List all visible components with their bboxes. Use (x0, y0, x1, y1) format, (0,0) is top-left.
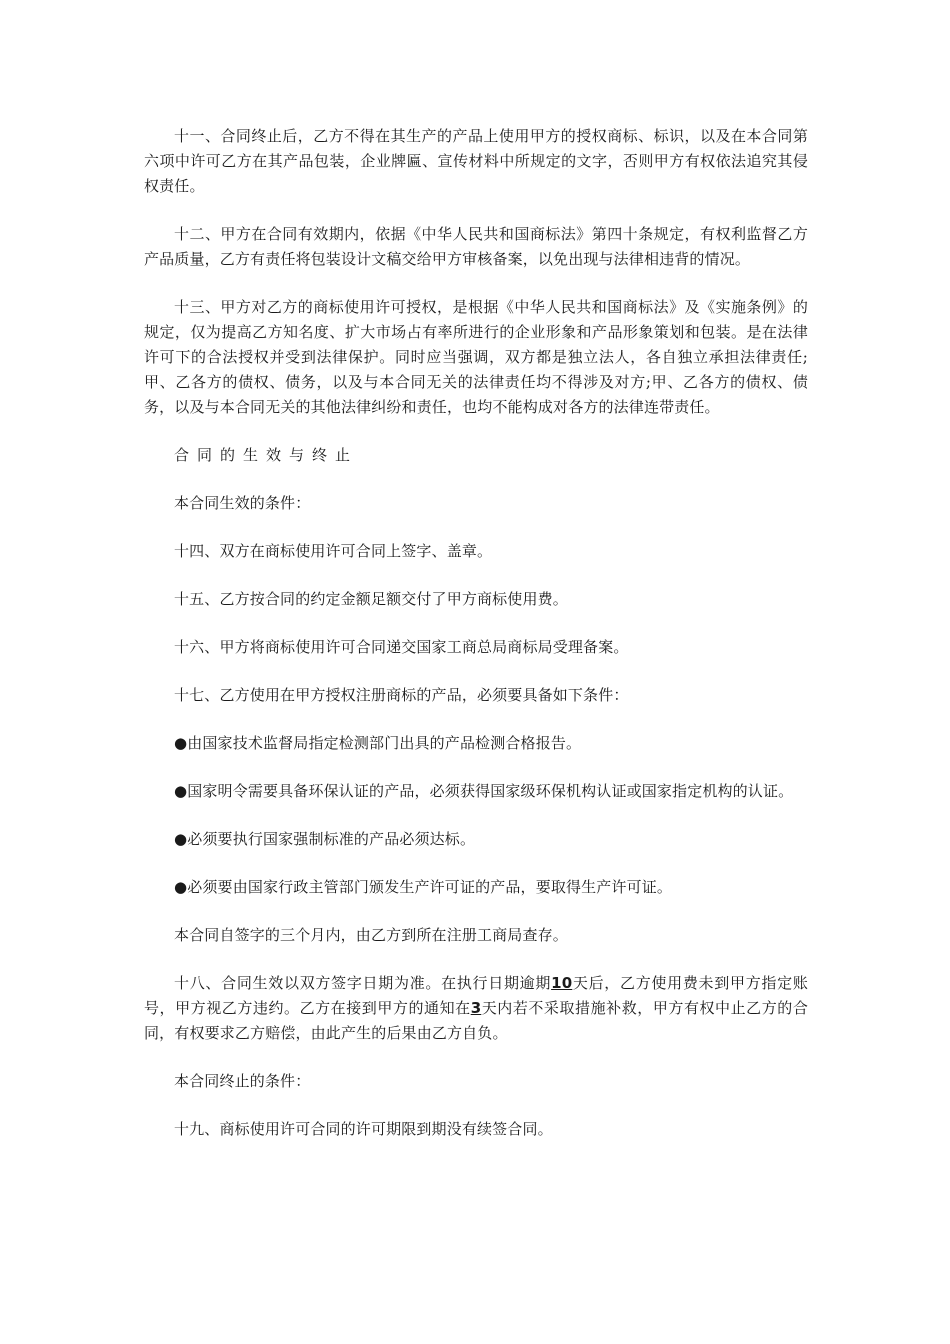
clause-11: 十一、合同终止后，乙方不得在其生产的产品上使用甲方的授权商标、标识，以及在本合同第六项中许可乙方在其产品包装，企业牌匾、宣传材料中所规定的文字，否则甲方有权依法追究其侵权责任。 (144, 127, 808, 195)
storage-note: 本合同自签字的三个月内，由乙方到所在注册工商局查存。 (174, 926, 568, 944)
document-page (144, 124, 808, 1165)
bullet-item: ●国家明令需要具备环保认证的产品，必须获得国家级环保机构认证或国家指定机构的认证。 (174, 782, 794, 800)
clause-13: 十三、甲方对乙方的商标使用许可授权，是根据《中华人民共和国商标法》及《实施条例》的规定，仅为提高乙方知名度、扩大市场占有率所进行的企业形象和产品形象策划和包装。是在法律许可下的合法授权并受到法律保护。同时应当强调，双方都是独立法人，各自独立承担法律责任;甲、乙各方的债权、债务，以及与本合同无关的法律责任均不得涉及对方;甲、乙各方的债权、债务，以及与本合同无关的其他法律纠纷和责任，也均不能构成对各方的法律连带责任。 (144, 298, 808, 416)
clause-19: 十九、商标使用许可合同的许可期限到期没有续签合同。 (174, 1120, 553, 1138)
notice-days-value: 3 (470, 999, 482, 1017)
clause-17: 十七、乙方使用在甲方授权注册商标的产品，必须要具备如下条件： (174, 686, 629, 704)
clause-16: 十六、甲方将商标使用许可合同递交国家工商总局商标局受理备案。 (174, 638, 629, 656)
overdue-days-value: 10 (551, 974, 573, 992)
clause-15: 十五、乙方按合同的约定金额足额交付了甲方商标使用费。 (174, 590, 568, 608)
clause-14: 十四、双方在商标使用许可合同上签字、盖章。 (174, 542, 493, 560)
bullet-item: ●必须要执行国家强制标准的产品必须达标。 (174, 830, 476, 848)
clause-18-part3: 天内若不采取措施补救，甲方有权中止乙方的合同，有权要求乙方赔偿，由此产生的后果由乙方自负。 (144, 999, 808, 1042)
clause-18-part2: 天后，乙方使用费未到甲方指定账号，甲方视乙方违约。乙方在接到甲方的通知在 (144, 974, 808, 1017)
bullet-item: ●必须要由国家行政主管部门颁发生产许可证的产品，要取得生产许可证。 (174, 878, 673, 896)
section-heading: 合同的生效与终止 (174, 446, 359, 464)
clause-18 (144, 971, 808, 1046)
clause-12: 十二、甲方在合同有效期内，依据《中华人民共和国商标法》第四十条规定，有权利监督乙方产品质量，乙方有责任将包装设计文稿交给甲方审核备案，以免出现与法律相违背的情况。 (144, 225, 808, 268)
effect-conditions-label: 本合同生效的条件： (174, 494, 311, 512)
bullet-item: ●由国家技术监督局指定检测部门出具的产品检测合格报告。 (174, 734, 582, 752)
termination-conditions-label: 本合同终止的条件： (174, 1072, 311, 1090)
clause-18-part1: 十八、合同生效以双方签字日期为准。在执行日期逾期 (174, 974, 552, 992)
